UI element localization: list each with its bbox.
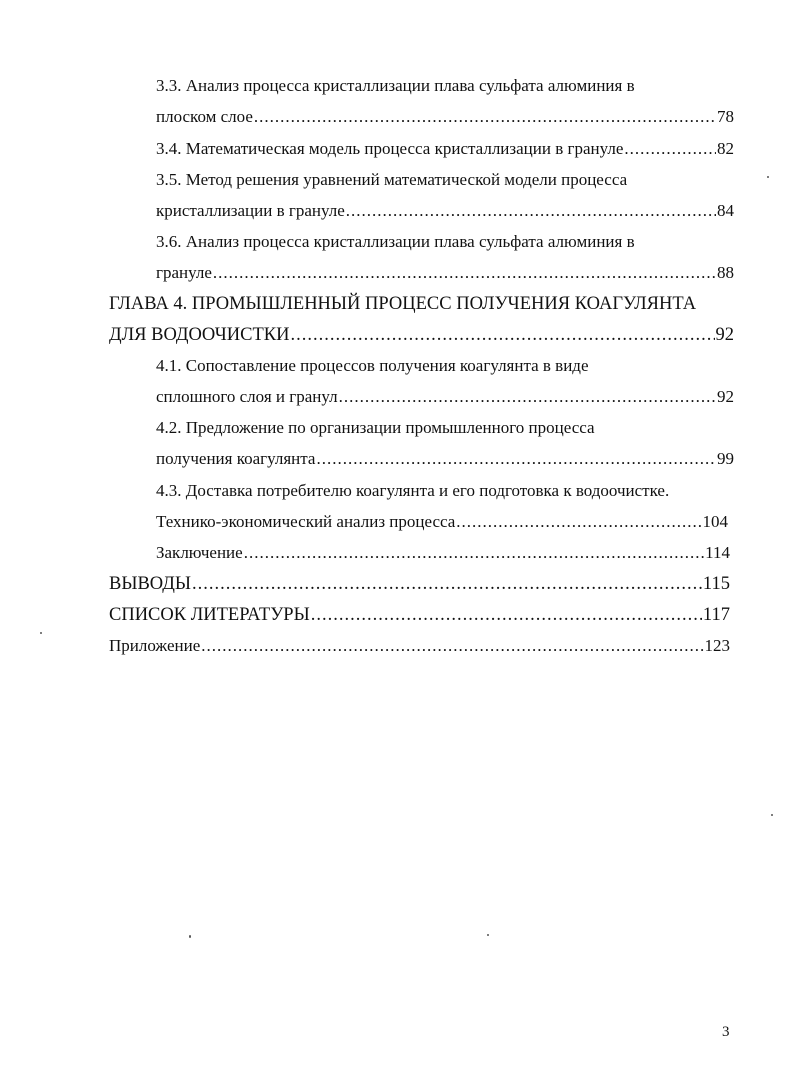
toc-entry-conclusion[interactable]	[156, 540, 730, 566]
toc-entry-3-6-heading	[156, 229, 635, 255]
dot-leader	[346, 198, 716, 224]
toc-entry-references[interactable]	[109, 602, 730, 628]
toc-page-number: 92	[715, 325, 734, 345]
toc-entry-3-6-continuation[interactable]	[156, 260, 734, 286]
toc-page-number: 117	[702, 605, 730, 625]
toc-page-number: 84	[717, 201, 734, 220]
toc-page-number: 92	[717, 387, 734, 406]
toc-entry-4-3-heading	[156, 478, 669, 504]
dot-leader	[456, 509, 701, 535]
toc-page-number: 115	[702, 574, 730, 594]
toc-entry-text: 3.6. Анализ процесса кристаллизации плава сульфата алюминия в	[156, 232, 635, 251]
toc-entry-continuation: Технико-экономический анализ процесса	[156, 512, 456, 531]
toc-entry-conclusions[interactable]	[109, 571, 730, 597]
scan-speck	[189, 935, 191, 938]
toc-entry-4-2-continuation[interactable]	[156, 446, 734, 472]
toc-entry-text: Заключение	[156, 543, 243, 562]
toc-page-number: 114	[705, 543, 730, 562]
scan-speck	[767, 176, 769, 178]
dot-leader	[291, 322, 715, 348]
toc-entry-text: СПИСОК ЛИТЕРАТУРЫ	[109, 605, 310, 625]
page-number: 3	[722, 1024, 730, 1040]
toc-entry-text: 4.3. Доставка потребителю коагулянта и его подготовка к водоочистке.	[156, 481, 670, 500]
toc-entry-4-1-heading	[156, 353, 589, 379]
toc-entry-3-5-heading	[156, 167, 627, 193]
toc-entry-text: 4.2. Предложение по организации промышленного процесса	[156, 418, 595, 437]
dot-leader	[254, 104, 716, 130]
toc-page-number: 123	[704, 636, 730, 655]
toc-entry-continuation: кристаллизации в грануле	[156, 201, 345, 220]
toc-entry-3-3-heading	[156, 73, 635, 99]
scan-speck	[40, 632, 42, 634]
toc-entry-4-2-heading	[156, 415, 595, 441]
dot-leader	[339, 384, 716, 410]
toc-entry-text: 3.5. Метод решения уравнений математической модели процесса	[156, 170, 628, 189]
toc-entry-text: ВЫВОДЫ	[109, 574, 192, 594]
toc-entry-3-3-continuation[interactable]	[156, 104, 734, 130]
dot-leader	[624, 136, 716, 162]
dot-leader	[311, 602, 702, 628]
toc-chapter-continuation: ДЛЯ ВОДООЧИСТКИ	[109, 325, 290, 345]
toc-chapter-4-continuation[interactable]	[109, 322, 734, 348]
toc-entry-continuation: плоском слое	[156, 107, 253, 126]
dot-leader	[316, 446, 716, 472]
toc-entry-continuation: получения коагулянта	[156, 449, 316, 468]
scan-speck	[771, 814, 773, 816]
toc-page-number: 88	[717, 263, 734, 282]
toc-entry-4-1-continuation[interactable]	[156, 384, 734, 410]
toc-entry-text: Приложение	[109, 636, 201, 655]
toc-entry-continuation: сплошного слоя и гранул	[156, 387, 338, 406]
toc-chapter-text: ГЛАВА 4. ПРОМЫШЛЕННЫЙ ПРОЦЕСС ПОЛУЧЕНИЯ КОАГУЛЯНТА	[109, 294, 697, 314]
dot-leader	[192, 571, 702, 597]
dot-leader	[244, 540, 704, 566]
toc-chapter-4-heading	[109, 291, 696, 317]
toc-entry-text: 3.4. Математическая модель процесса кристаллизации в грануле	[156, 139, 624, 158]
dot-leader	[213, 260, 716, 286]
toc-entry-appendix[interactable]	[109, 633, 730, 659]
toc-page-number: 82	[717, 139, 734, 158]
toc-entry-text: 4.1. Сопоставление процессов получения коагулянта в виде	[156, 356, 589, 375]
dot-leader	[201, 633, 703, 659]
toc-page-number: 99	[717, 449, 734, 468]
toc-entry-4-3-continuation[interactable]	[156, 509, 728, 535]
toc-page-number: 104	[702, 512, 728, 531]
toc-entry-text: 3.3. Анализ процесса кристаллизации плава сульфата алюминия в	[156, 76, 635, 95]
toc-page-number: 78	[717, 107, 734, 126]
toc-entry-3-5-continuation[interactable]	[156, 198, 734, 224]
scan-speck	[487, 934, 489, 936]
toc-entry-continuation: грануле	[156, 263, 212, 282]
toc-entry-3-4[interactable]	[156, 136, 734, 162]
